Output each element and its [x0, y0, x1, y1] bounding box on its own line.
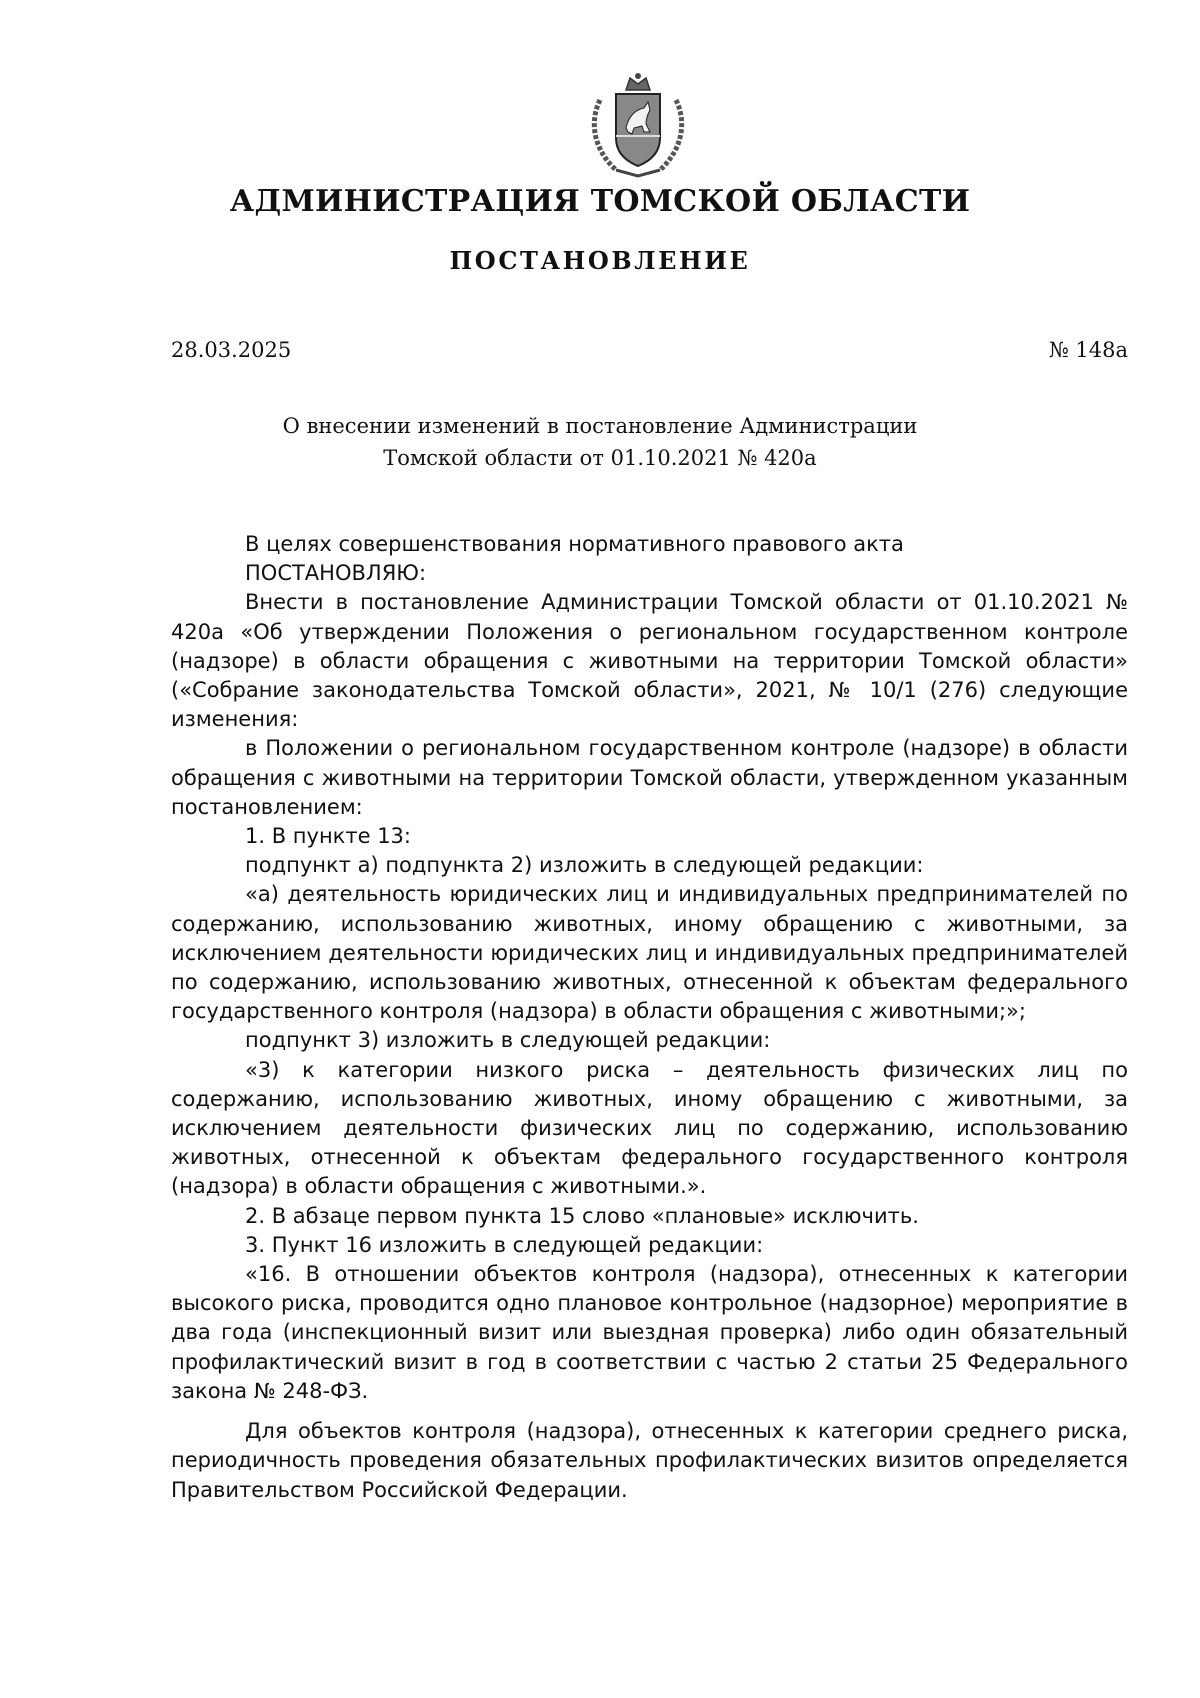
body-paragraph: 2. В абзаце первом пункта 15 слово «плановые» исключить. — [245, 1203, 919, 1228]
coat-of-arms-icon — [586, 70, 690, 180]
document-body — [171, 530, 1128, 1505]
subject-line: Томской области от 01.10.2021 № 420а — [383, 446, 817, 470]
body-paragraph: «16. В отношении объектов контроля (надзора), отнесенных к категории высокого риска, проводится одно плановое контрольное (надзорное) мероприятие в два года (инспекционный визит или выездная проверка) либо один обязательный профилактический визит в год в соответствии с частью 2 статьи 25 Федерального закона № 248-ФЗ. — [171, 1262, 1128, 1403]
body-paragraph: 1. В пункте 13: — [245, 824, 411, 849]
organization-title: АДМИНИСТРАЦИЯ ТОМСКОЙ ОБЛАСТИ — [229, 184, 971, 219]
body-paragraph: ПОСТАНОВЛЯЮ: — [245, 561, 427, 586]
body-paragraph: Для объектов контроля (надзора), отнесенных к категории среднего риска, периодичность проведения обязательных профилактических визитов определяется Правительством Российской Федерации. — [171, 1419, 1128, 1502]
body-paragraph: 3. Пункт 16 изложить в следующей редакции: — [245, 1232, 764, 1257]
document-type-title: ПОСТАНОВЛЕНИЕ — [449, 246, 751, 275]
body-paragraph: подпункт 3) изложить в следующей редакции: — [245, 1028, 771, 1053]
body-paragraph: «3) к категории низкого риска – деятельность физических лиц по содержанию, использованию животных, иному обращению с животными, за исключением деятельности физических лиц по содержанию, использованию животных, отнесенной к объектам федерального государственного контроля (надзора) в области обращения с животными.». — [171, 1057, 1128, 1199]
body-paragraph: в Положении о региональном государственном контроле (надзоре) в области обращения с животными на территории Томской области, утвержденном указанным постановлением: — [171, 736, 1128, 819]
body-paragraph: В целях совершенствования нормативного правового акта — [245, 532, 904, 556]
subject-line: О внесении изменений в постановление Администрации — [282, 414, 918, 438]
body-paragraph: Внести в постановление Администрации Томской области от 01.10.2021 № 420а «Об утверждении Положения о региональном государственном контроле (надзоре) в области обращения с животными на территории Томской области» («Собрание законодательства Томской области», 2021, № 10/1 (276) следующие изменения: — [171, 590, 1128, 732]
document-number: № 148а — [1048, 338, 1128, 362]
body-paragraph: подпункт а) подпункта 2) изложить в следующей редакции: — [245, 853, 924, 878]
document-subject — [0, 410, 1200, 474]
document-meta-row — [171, 338, 1128, 362]
document-date: 28.03.2025 — [171, 338, 292, 362]
body-paragraph: «а) деятельность юридических лиц и индивидуальных предпринимателей по содержанию, использованию животных, иному обращению с животными, за исключением деятельности юридических лиц и индивидуальных предпринимателей по содержанию, использованию животных, отнесенной к объектам федерального государственного контроля (надзора) в области обращения с животными;»; — [171, 882, 1128, 1024]
